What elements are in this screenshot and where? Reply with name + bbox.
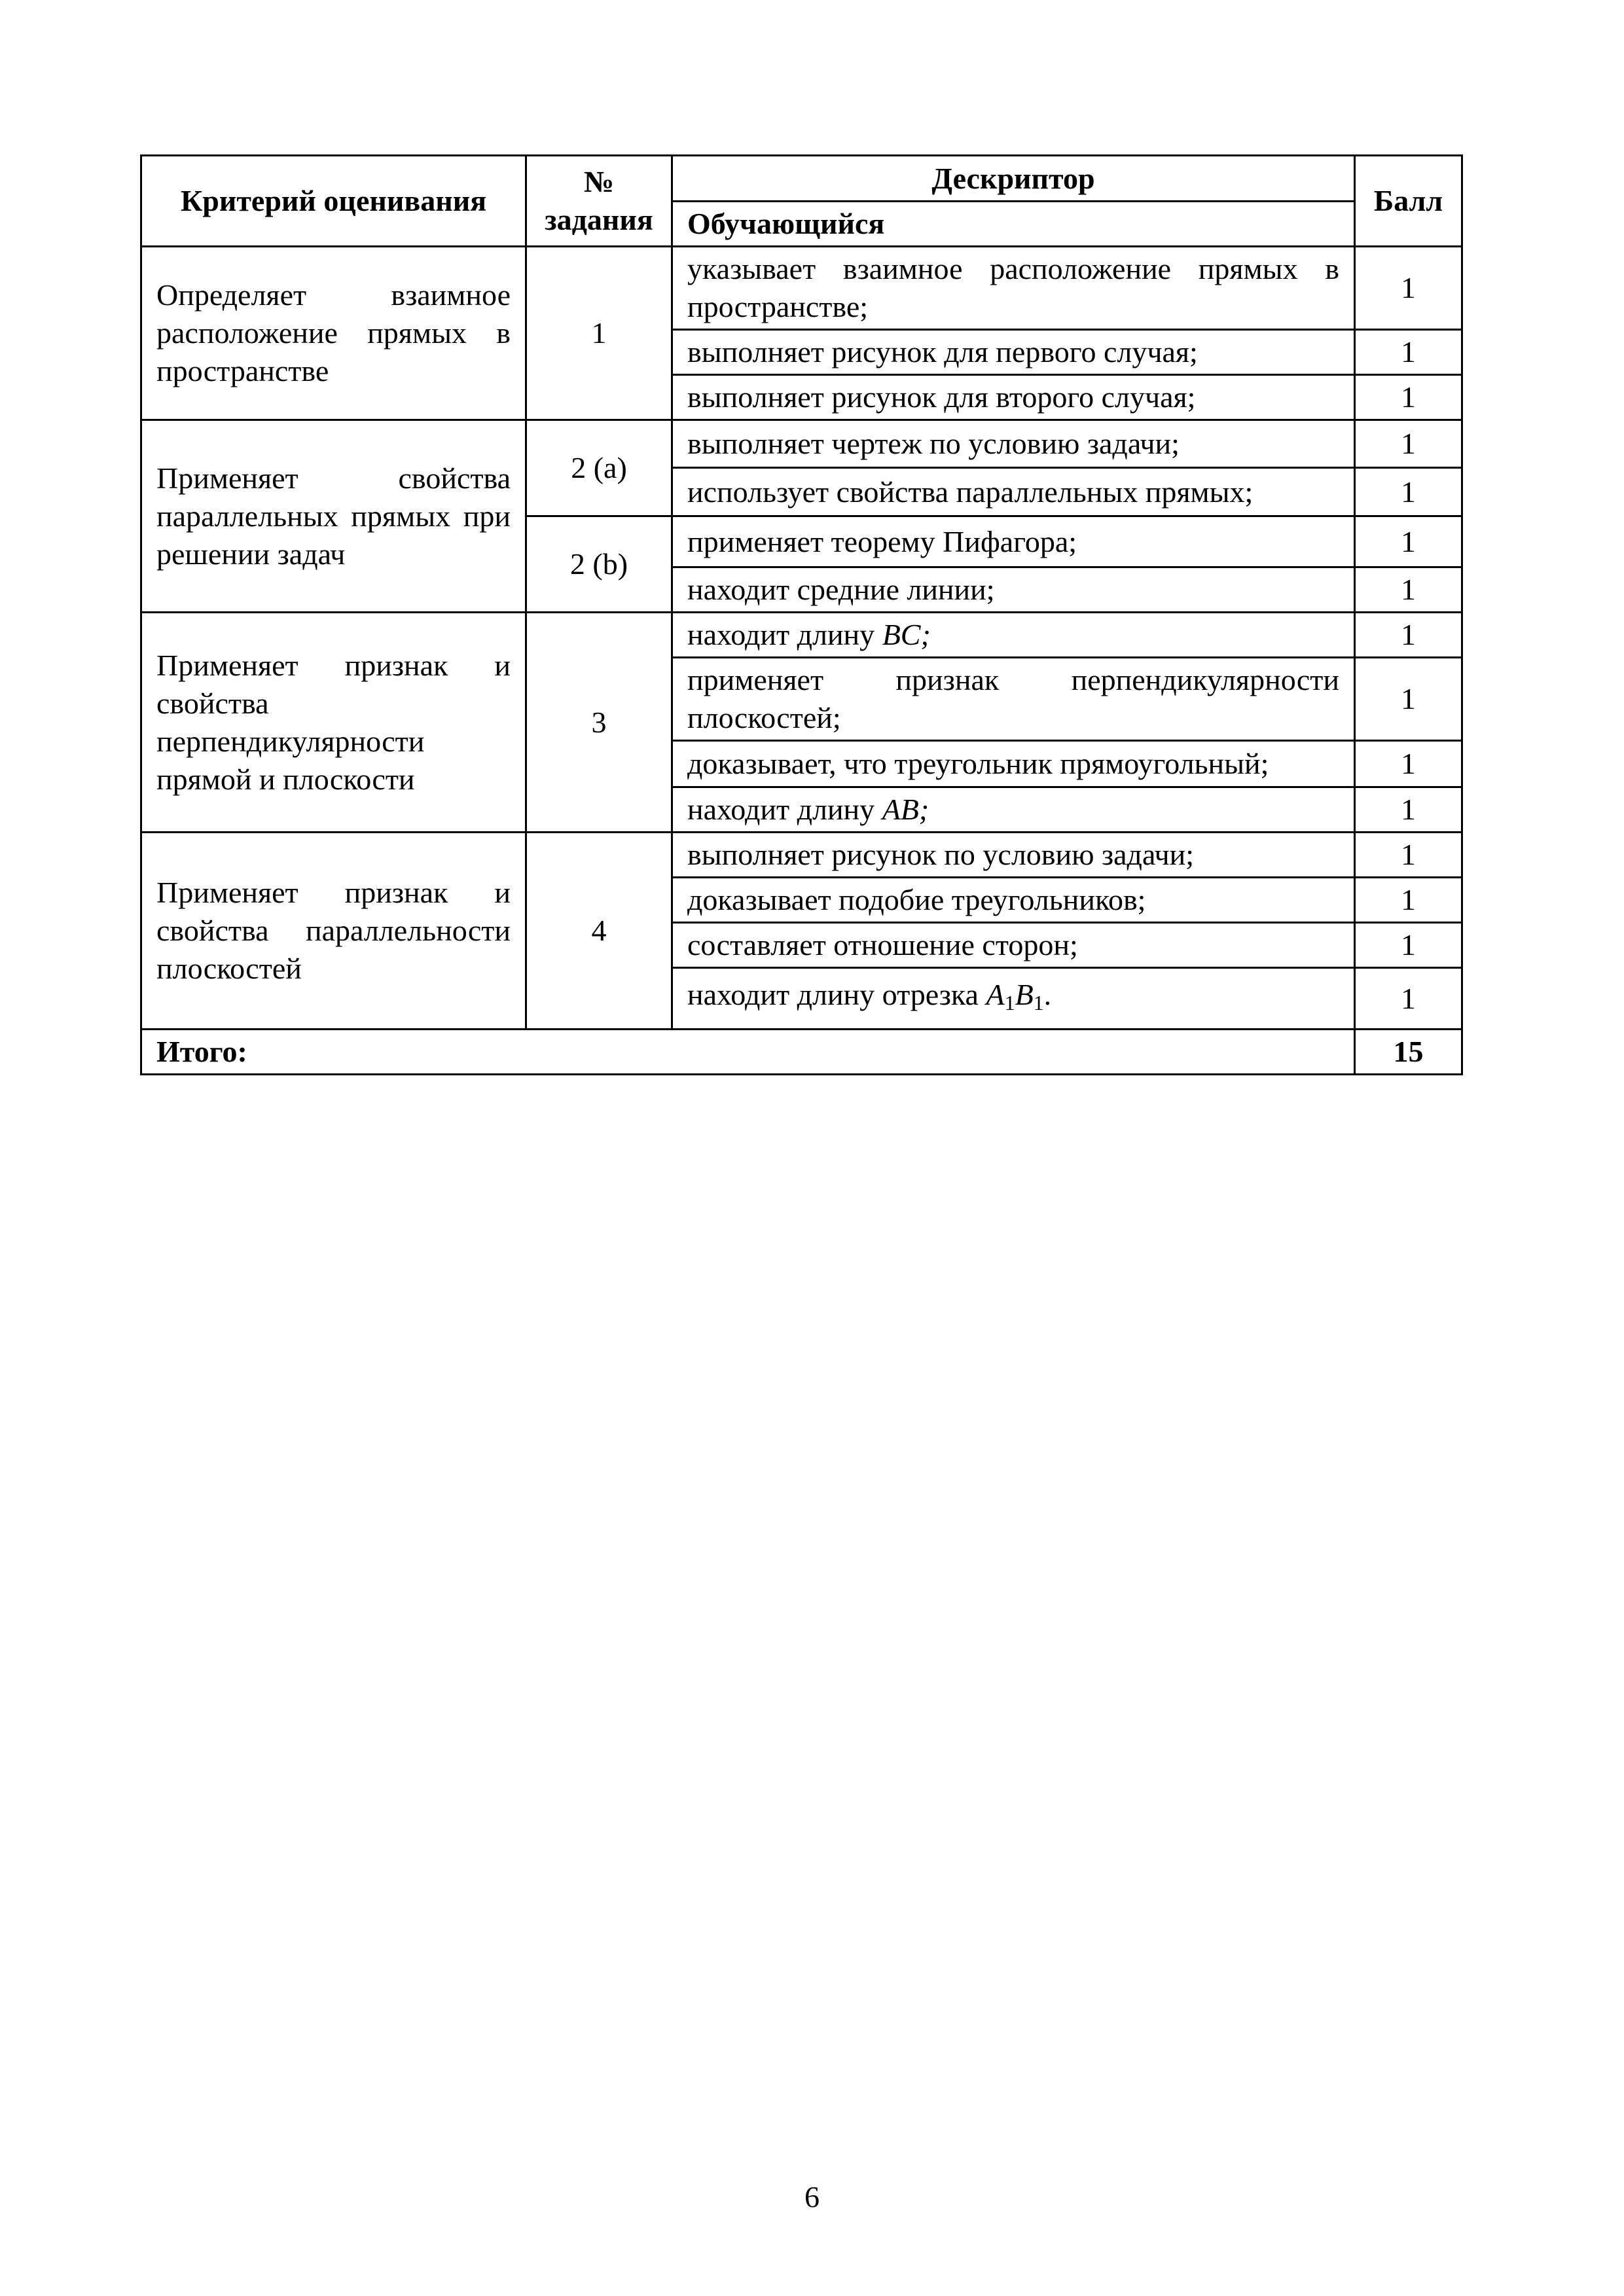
descriptor-cell: указывает взаимное расположение прямых в пространстве; bbox=[672, 247, 1355, 330]
descriptor-cell: выполняет рисунок по условию задачи; bbox=[672, 833, 1355, 878]
math-subscript: 1 bbox=[1004, 990, 1015, 1014]
table-row bbox=[141, 247, 1462, 330]
table-row bbox=[141, 613, 1462, 658]
descriptor-cell: доказывает подобие треугольников; bbox=[672, 878, 1355, 923]
descriptor-text: находит длину bbox=[687, 618, 882, 651]
header-criterion: Критерий оценивания bbox=[141, 156, 526, 247]
score-cell: 1 bbox=[1355, 330, 1462, 375]
score-cell: 1 bbox=[1355, 923, 1462, 968]
score-cell: 1 bbox=[1355, 878, 1462, 923]
score-cell: 1 bbox=[1355, 968, 1462, 1030]
table-row bbox=[141, 833, 1462, 878]
descriptor-cell: доказывает, что треугольник прямоугольный; bbox=[672, 741, 1355, 787]
score-cell: 1 bbox=[1355, 420, 1462, 468]
table-row bbox=[141, 420, 1462, 468]
criterion-cell: Применяет признак и свойства перпендикулярности прямой и плоскости bbox=[141, 613, 526, 833]
assessment-rubric-table bbox=[140, 154, 1463, 1075]
math-expression: AB; bbox=[882, 793, 929, 826]
header-descriptor: Дескриптор bbox=[672, 156, 1355, 202]
descriptor-cell: выполняет рисунок для второго случая; bbox=[672, 375, 1355, 420]
task-number-cell: 2 (a) bbox=[526, 420, 672, 516]
descriptor-cell: выполняет рисунок для первого случая; bbox=[672, 330, 1355, 375]
descriptor-cell: находит средние линии; bbox=[672, 567, 1355, 613]
math-letter: B bbox=[1015, 977, 1034, 1011]
criterion-cell: Определяет взаимное расположение прямых в пространстве bbox=[141, 247, 526, 420]
descriptor-cell: выполняет чертеж по условию задачи; bbox=[672, 420, 1355, 468]
descriptor-text: находит длину отрезка bbox=[687, 977, 986, 1011]
header-task-number bbox=[526, 156, 672, 247]
math-expression bbox=[986, 977, 1044, 1014]
header-learner: Обучающийся bbox=[672, 202, 1355, 247]
descriptor-cell: применяет теорему Пифагора; bbox=[672, 516, 1355, 567]
score-cell: 1 bbox=[1355, 247, 1462, 330]
page-number: 6 bbox=[804, 2180, 820, 2214]
table-header-row bbox=[141, 156, 1462, 202]
math-letter: A bbox=[986, 977, 1005, 1011]
descriptor-cell: составляет отношение сторон; bbox=[672, 923, 1355, 968]
score-cell: 1 bbox=[1355, 833, 1462, 878]
descriptor-suffix: . bbox=[1043, 977, 1052, 1011]
score-cell: 1 bbox=[1355, 375, 1462, 420]
total-label: Итого: bbox=[141, 1030, 1355, 1075]
score-cell: 1 bbox=[1355, 741, 1462, 787]
task-number-cell: 2 (b) bbox=[526, 516, 672, 613]
task-number-cell: 4 bbox=[526, 833, 672, 1030]
header-task-number-sign: № bbox=[583, 165, 615, 198]
descriptor-cell: использует свойства параллельных прямых; bbox=[672, 468, 1355, 516]
total-row bbox=[141, 1030, 1462, 1075]
descriptor-cell bbox=[672, 613, 1355, 658]
score-cell: 1 bbox=[1355, 613, 1462, 658]
math-expression: BC; bbox=[882, 618, 931, 651]
score-cell: 1 bbox=[1355, 787, 1462, 833]
total-value: 15 bbox=[1355, 1030, 1462, 1075]
score-cell: 1 bbox=[1355, 567, 1462, 613]
score-cell: 1 bbox=[1355, 516, 1462, 567]
criterion-cell: Применяет свойства параллельных прямых при решении задач bbox=[141, 420, 526, 613]
header-score: Балл bbox=[1355, 156, 1462, 247]
header-task-number-word: задания bbox=[545, 203, 653, 236]
math-subscript: 1 bbox=[1033, 990, 1044, 1014]
score-cell: 1 bbox=[1355, 468, 1462, 516]
score-cell: 1 bbox=[1355, 658, 1462, 741]
descriptor-cell bbox=[672, 787, 1355, 833]
descriptor-cell bbox=[672, 968, 1355, 1030]
criterion-cell: Применяет признак и свойства параллельности плоскостей bbox=[141, 833, 526, 1030]
task-number-cell: 3 bbox=[526, 613, 672, 833]
descriptor-text: находит длину bbox=[687, 793, 882, 826]
task-number-cell: 1 bbox=[526, 247, 672, 420]
descriptor-cell: применяет признак перпендикулярности плоскостей; bbox=[672, 658, 1355, 741]
